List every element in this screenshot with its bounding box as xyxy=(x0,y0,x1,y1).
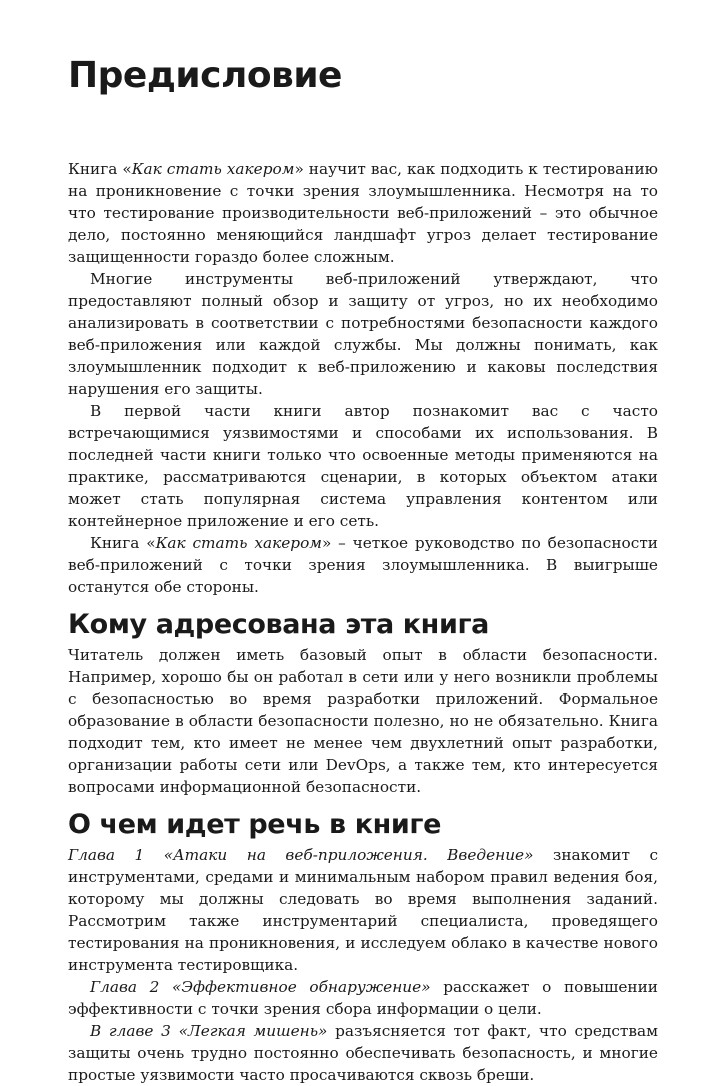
audience-paragraph: Читатель должен иметь базовый опыт в области безопасности. Например, хорошо бы он работал в сети или у него возникли проблемы с безопасностью во время разработки приложений. Формальное образование в области безопасности полезно, но не обязательно. Книга подходит тем, кто имеет не менее чем двухлетний опыт разработки, организации работы сети или DevOps, а также тем, кто интересуется вопросами информационной безопасности. xyxy=(68,646,658,796)
chapter-1-paragraph: Глава 1 «Атаки на веб-приложения. Введение» знакомит с инструментами, средами и минимальным набором правил ведения боя, которому мы должны следовать во время выполнения заданий. Рассмотрим также инструментарий специалиста, проведящего тестирования на проникновения, и исследуем облако в качестве нового инструмента тестировщика. xyxy=(68,846,659,974)
page-title: Предисловие xyxy=(68,55,342,96)
intro-paragraph-2: Многие инструменты веб-приложений утверждают, что предоставляют полный обзор и защиту от угроз, но их необходимо анализировать в соответствии с потребностями безопасности каждого веб-приложения или каждой службы. Мы должны понимать, как злоумышленник подходит к веб-приложению и каковы последствия нарушения его защиты. xyxy=(68,270,658,398)
intro-paragraph-3: В первой части книги автор познакомит вас с часто встречающимися уязвимостями и способами их использования. В последней части книги только что освоенные методы применяются на практике, рассматриваются сценарии, в которых объектом атаки может стать популярная система управления контентом или контейнерное приложение и его сеть. xyxy=(68,402,658,530)
chapter-2-paragraph: Глава 2 «Эффективное обнаружение» расскажет о повышении эффективности с точки зрения сбора информации о цели. xyxy=(68,978,658,1018)
intro-paragraph-1: Книга «Как стать хакером» научит вас, как подходить к тестированию на проникновение с точки зрения злоумышленника. Несмотря на то что тестирование производительности веб-приложений – это обычное дело, постоянно меняющийся ландшафт угроз делает тестирование защищенности гораздо более сложным. xyxy=(68,160,658,266)
contents-heading: О чем идет речь в книге xyxy=(68,809,442,840)
audience-heading: Кому адресована эта книга xyxy=(68,609,489,640)
intro-paragraph-4: Книга «Как стать хакером» – четкое руководство по безопасности веб-приложений с точки зрения злоумышленника. В выигрыше останутся обе стороны. xyxy=(68,534,658,596)
content xyxy=(68,158,658,1086)
chapter-3-paragraph: В главе 3 «Легкая мишень» разъясняется тот факт, что средствам защиты очень трудно постоянно обеспечивать безопасность, и многие простые уязвимости часто просачиваются сквозь бреши. xyxy=(68,1022,659,1084)
